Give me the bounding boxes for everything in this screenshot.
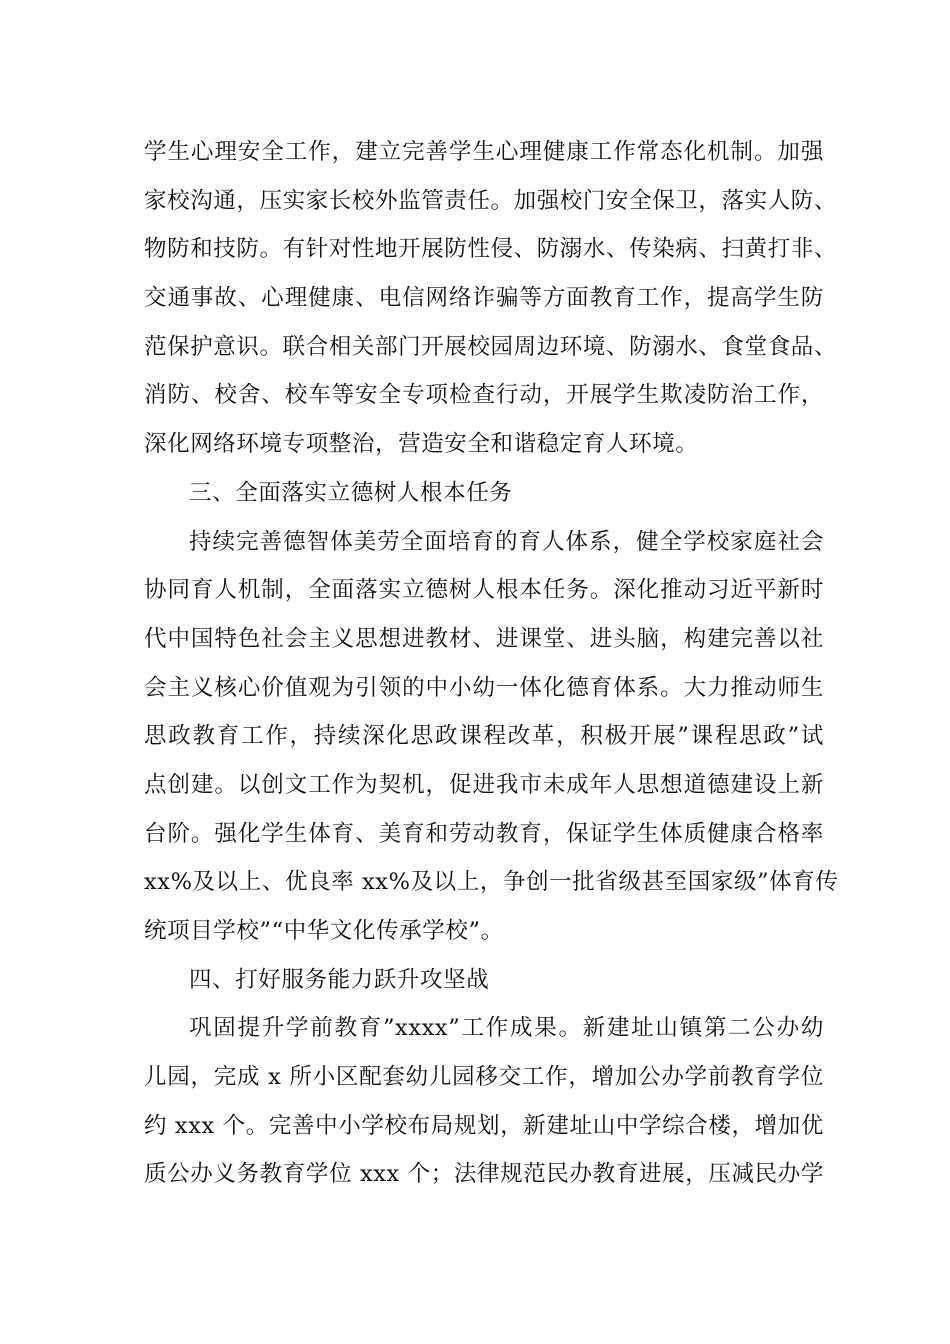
text-line: 会主义核心价值观为引领的中小幼一体化德育体系。大力推动师生: [144, 674, 824, 701]
section-heading: 四、打好服务能力跃升攻坚战: [189, 966, 490, 993]
text-line: 思政教育工作，持续深化思政课程改革，积极开展”课程思政”试: [144, 723, 824, 750]
text-line: 物防和技防。有针对性地开展防性侵、防溺水、传染病、扫黄打非、: [144, 236, 838, 263]
text-line: 深化网络环境专项整治，营造安全和谐稳定育人环境。: [144, 431, 699, 458]
text-line: 质公办义务教育学位 xxx 个；法律规范民办教育进展，压减民办学: [144, 1161, 824, 1188]
text-line: 儿园，完成 x 所小区配套幼儿园移交工作，增加公办学前教育学位: [144, 1064, 824, 1091]
text-line: 代中国特色社会主义思想进教材、进课堂、进头脑，构建完善以社: [144, 625, 824, 652]
section-heading: 三、全面落实立德树人根本任务: [189, 479, 513, 506]
text-line: 持续完善德智体美劳全面培育的育人体系，健全学校家庭社会: [189, 528, 824, 555]
text-line: 协同育人机制，全面落实立德树人根本任务。深化推动习近平新时: [144, 577, 824, 604]
text-line: 统项目学校”“中华文化传承学校”。: [144, 918, 504, 944]
text-line: 学生心理安全工作，建立完善学生心理健康工作常态化机制。加强: [144, 139, 824, 165]
text-line: 约 xxx 个。完善中小学校布局规划，新建址山中学综合楼，增加优: [144, 1112, 824, 1139]
text-line: 交通事故、心理健康、电信网络诈骗等方面教育工作，提高学生防: [144, 285, 824, 312]
text-line: 范保护意识。联合相关部门开展校园周边环境、防溺水、食堂食品、: [144, 333, 838, 360]
document-body: [144, 128, 839, 1199]
text-line: xx%及以上、优良率 xx%及以上，争创一批省级甚至国家级”体育传: [144, 869, 839, 896]
text-line: 家校沟通，压实家长校外监管责任。加强校门安全保卫，落实人防、: [144, 187, 838, 214]
text-line: 巩固提升学前教育”xxxx”工作成果。新建址山镇第二公办幼: [189, 1015, 824, 1042]
text-line: 消防、校舍、校车等安全专项检查行动，开展学生欺凌防治工作，: [144, 382, 824, 409]
text-line: 台阶。强化学生体育、美育和劳动教育，保证学生体质健康合格率: [144, 820, 824, 847]
text-line: 点创建。以创文工作为契机，促进我市未成年人思想道德建设上新: [144, 771, 824, 798]
